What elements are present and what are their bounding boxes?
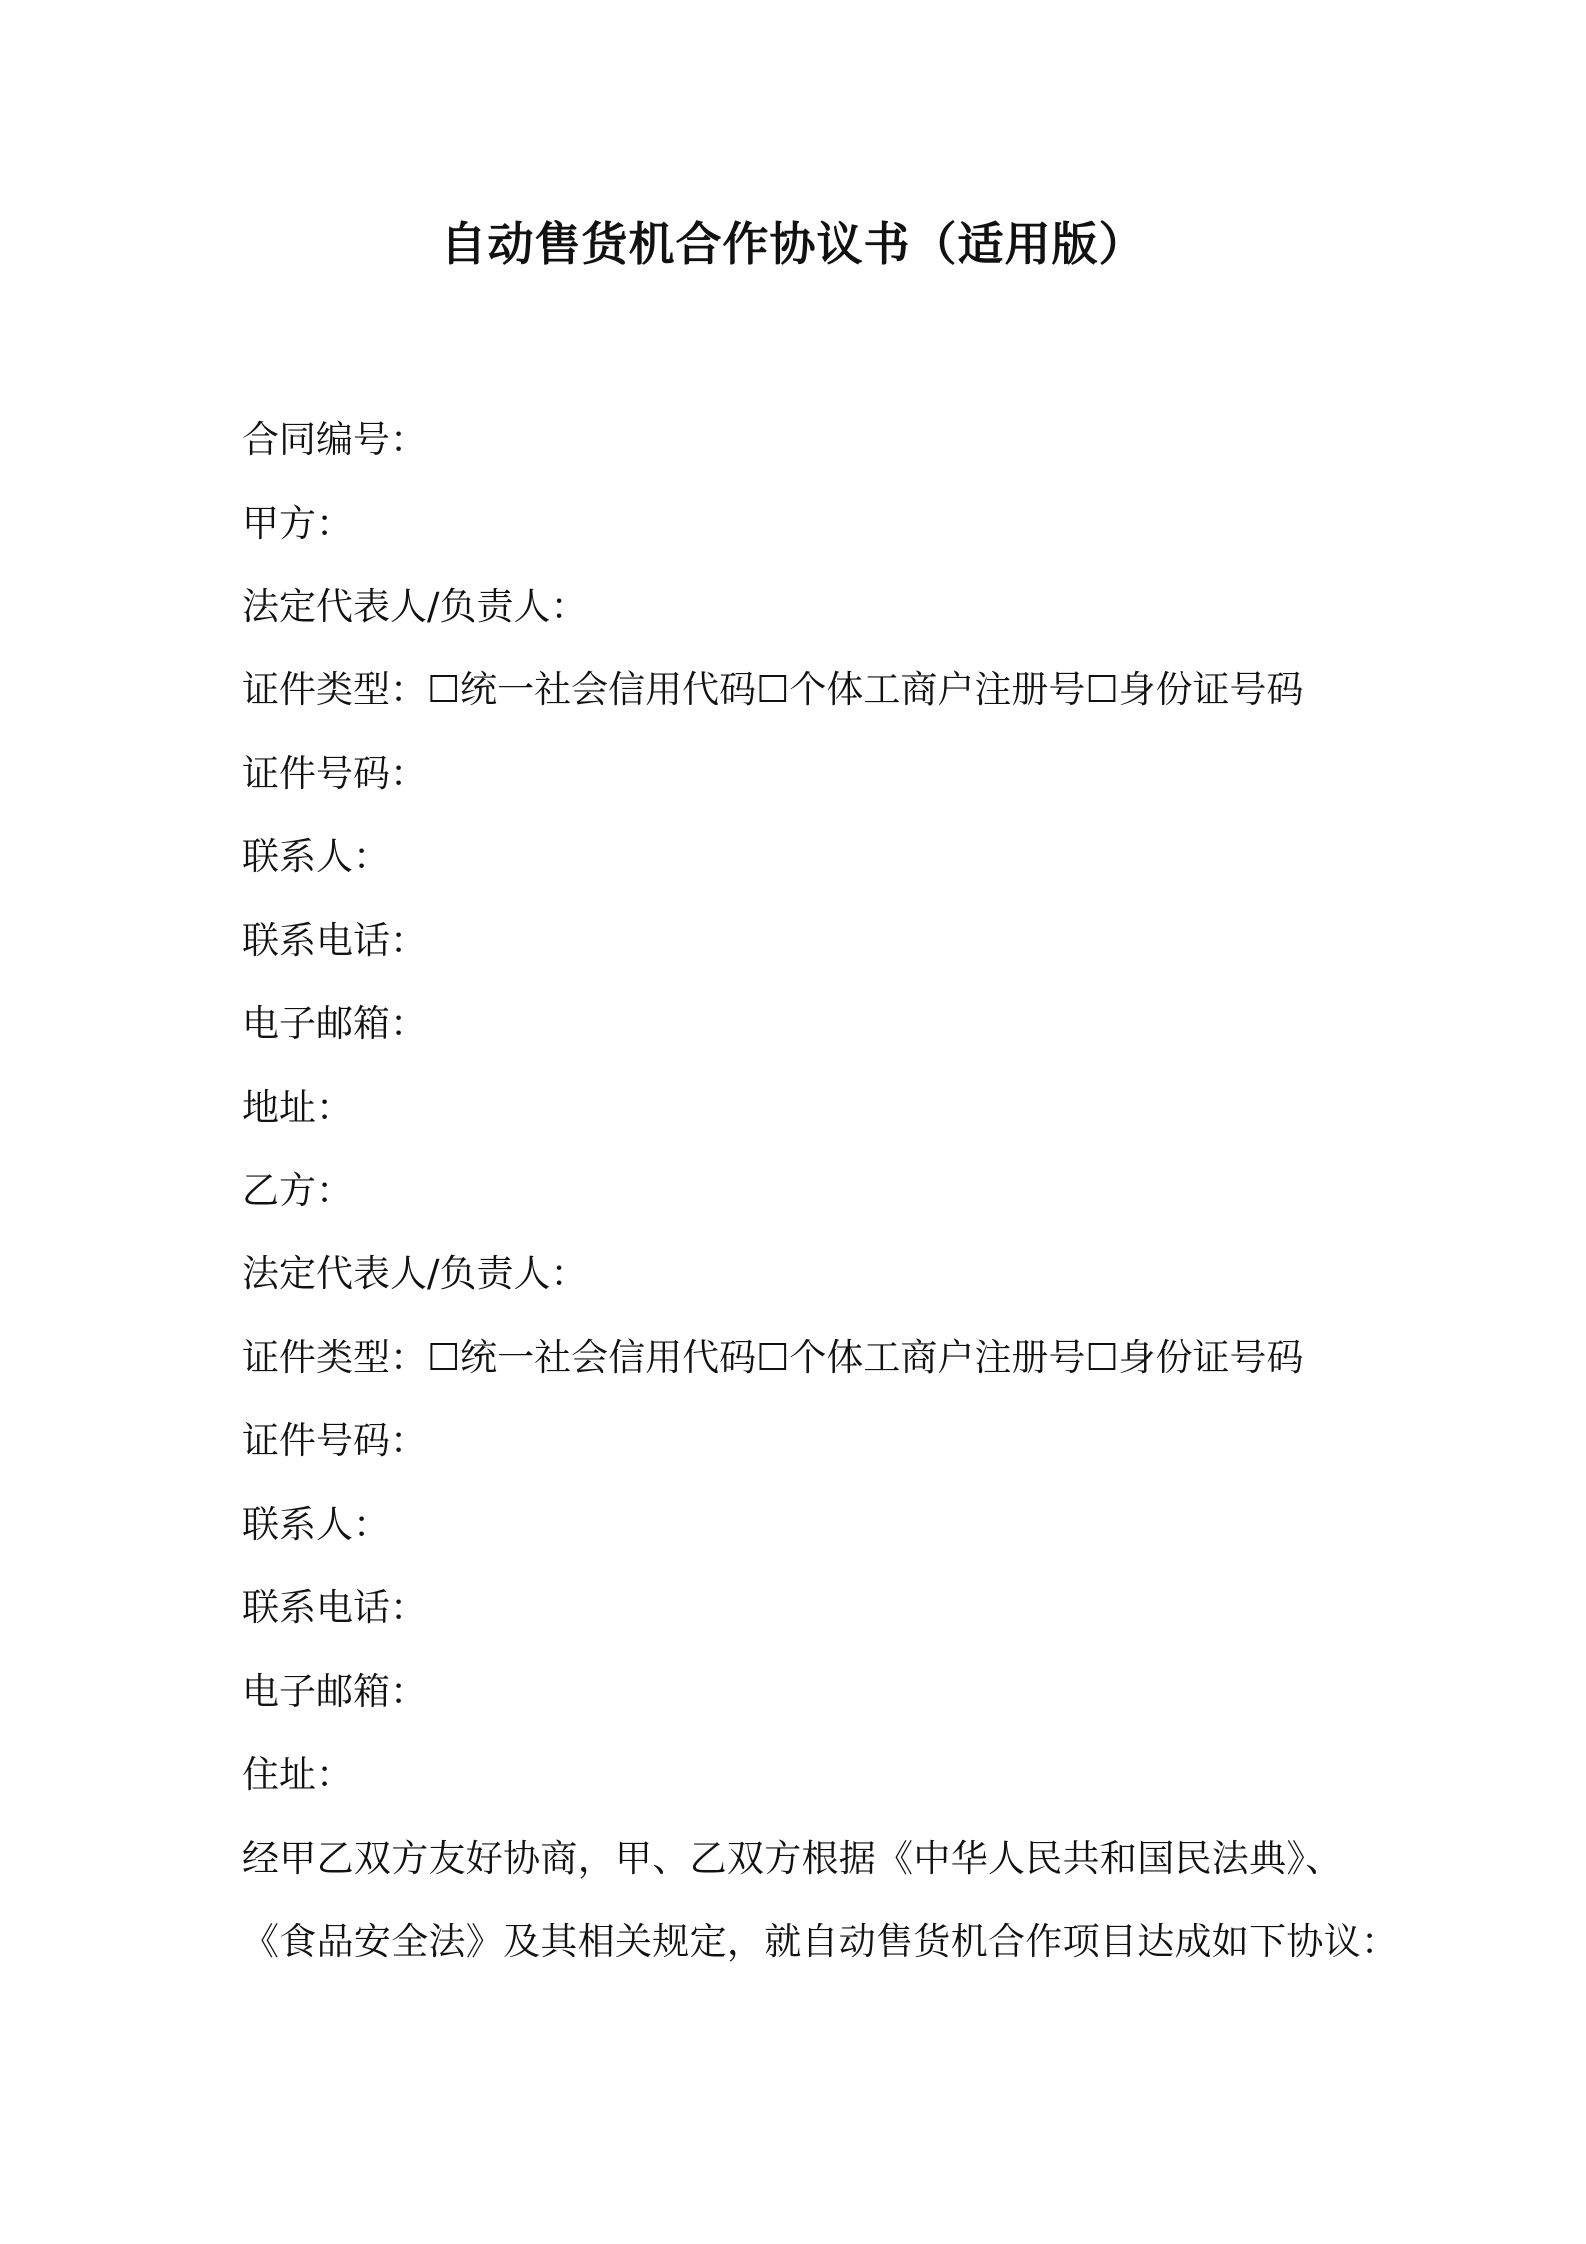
party-a-id-type: 证件类型：☐统一社会信用代码☐个体工商户注册号☐身份证号码: [242, 668, 1304, 711]
party-a-address: 地址：: [242, 1086, 353, 1129]
contract-number-label: 合同编号：: [242, 418, 427, 461]
party-a-id-number: 证件号码：: [242, 752, 427, 795]
party-a-email: 电子邮箱：: [242, 1002, 427, 1045]
party-b-representative: 法定代表人/负责人：: [242, 1252, 588, 1295]
party-a-representative: 法定代表人/负责人：: [242, 585, 588, 628]
party-b-phone: 联系电话：: [242, 1586, 427, 1629]
party-b-label: 乙方：: [242, 1169, 353, 1212]
party-b-contact: 联系人：: [242, 1503, 390, 1546]
intro-line-1: 经甲乙双方友好协商，甲、乙双方根据《中华人民共和国民法典》、: [242, 1837, 1343, 1880]
document-title: 自动售货机合作协议书（适用版）: [440, 217, 1146, 271]
party-b-residence: 住址：: [242, 1753, 353, 1796]
party-a-phone: 联系电话：: [242, 919, 427, 962]
party-b-id-type: 证件类型：☐统一社会信用代码☐个体工商户注册号☐身份证号码: [242, 1336, 1304, 1379]
party-a-contact: 联系人：: [242, 835, 390, 878]
party-b-email: 电子邮箱：: [242, 1670, 427, 1713]
intro-line-2: 《食品安全法》及其相关规定，就自动售货机合作项目达成如下协议：: [242, 1920, 1399, 1963]
party-a-label: 甲方：: [242, 502, 353, 545]
party-b-id-number: 证件号码：: [242, 1419, 427, 1462]
